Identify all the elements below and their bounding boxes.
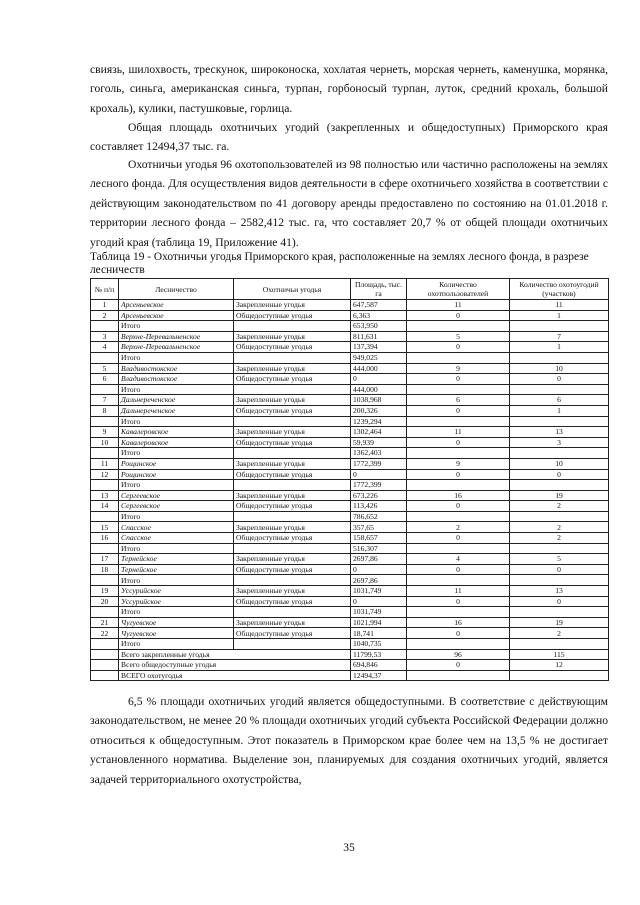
row-number: 13: [91, 490, 119, 501]
table-header-row: [91, 279, 609, 300]
row-number: 18: [91, 564, 119, 575]
plots-count: [510, 352, 609, 363]
subtotal-row: [91, 352, 609, 363]
users-count: [407, 321, 510, 332]
summary-row: [91, 670, 609, 681]
users-count: 9: [407, 363, 510, 374]
table-row: [91, 596, 609, 607]
plots-count: 5: [510, 554, 609, 565]
users-count: 0: [407, 405, 510, 416]
land-type: Закрепленные угодья: [234, 490, 351, 501]
plots-count: [510, 543, 609, 554]
table-row: [91, 374, 609, 385]
forestry-name: Арсеньевское: [119, 300, 234, 311]
land-type: Общедоступные угодья: [234, 628, 351, 639]
area-value: 1239,294: [351, 416, 407, 427]
area-value: 18,741: [351, 628, 407, 639]
users-count: 0: [407, 596, 510, 607]
users-count: 0: [407, 564, 510, 575]
row-number: 12: [91, 469, 119, 480]
area-value: 6,363: [351, 310, 407, 321]
land-type: Общедоступные угодья: [234, 342, 351, 353]
table-row: [91, 342, 609, 353]
plots-count: [510, 321, 609, 332]
area-value: 113,426: [351, 501, 407, 512]
forestry-name: Кавалеровское: [119, 427, 234, 438]
row-number: [91, 448, 119, 459]
plots-count: 1: [510, 342, 609, 353]
forestry-name: Спасское: [119, 533, 234, 544]
closing-paragraph: 6,5 % площади охотничьих угодий является общедоступными. В соответствие с действующим законодательством, не менее 20 % площади охотничьих угодий субъекта Российской Федерации должно относиться к общедоступным. Этот показатель в Приморском крае более чем на 13,5 % не достигает установленного норматива. Выделение зон, планируемых для создания охотничьих угодий, является задачей территориального охотустройства,: [90, 695, 608, 786]
area-value: 0: [351, 374, 407, 385]
row-number: 11: [91, 458, 119, 469]
row-number: [91, 352, 119, 363]
plots-count: [510, 575, 609, 586]
row-number: 14: [91, 501, 119, 512]
users-count: [407, 384, 510, 395]
users-count: 11: [407, 427, 510, 438]
land-type: Закрепленные угодья: [234, 363, 351, 374]
subtotal-label: Итого: [119, 384, 234, 395]
table-row: [91, 554, 609, 565]
area-value: 0: [351, 596, 407, 607]
row-number: 6: [91, 374, 119, 385]
subtotal-row: [91, 575, 609, 586]
land-type: Закрепленные угодья: [234, 522, 351, 533]
table-row: [91, 628, 609, 639]
users-count: 4: [407, 554, 510, 565]
area-value: 1362,403: [351, 448, 407, 459]
table-caption: Таблица 19 - Охотничьи угодья Приморского края, расположенные на землях лесного фонда, в разрезе лесничеств: [90, 251, 589, 276]
forestry-name: Дальнереченское: [119, 395, 234, 406]
plots-count: [510, 511, 609, 522]
forestry-name: Арсеньевское: [119, 310, 234, 321]
subtotal-row: [91, 321, 609, 332]
row-number: 21: [91, 617, 119, 628]
plots-count: [510, 448, 609, 459]
header-land-type: Охотничьи угодья: [234, 279, 351, 300]
users-count: 5: [407, 331, 510, 342]
area-paragraph: Общая площадь охотничьих угодий (закрепленных и общедоступных) Приморского края составляет 12494,37 тыс. га.: [90, 121, 608, 154]
plots-count: 6: [510, 395, 609, 406]
subtotal-label: Итого: [119, 352, 234, 363]
subtotal-row: [91, 607, 609, 618]
subtotal-row: [91, 448, 609, 459]
plots-count: 10: [510, 458, 609, 469]
area-value: 694,846: [351, 660, 407, 671]
users-count: 0: [407, 342, 510, 353]
forestry-name: Рощинское: [119, 458, 234, 469]
row-number: 19: [91, 586, 119, 597]
area-value: 0: [351, 469, 407, 480]
plots-count: 7: [510, 331, 609, 342]
header-users: Количество охотпользователей: [407, 279, 510, 300]
users-count: [407, 543, 510, 554]
table-row: [91, 363, 609, 374]
table-row: [91, 586, 609, 597]
area-value: 1772,399: [351, 480, 407, 491]
forestry-name: Тернейское: [119, 564, 234, 575]
land-type: [234, 321, 351, 332]
subtotal-label: Итого: [119, 639, 234, 650]
forestry-name: Уссурийское: [119, 586, 234, 597]
row-number: 7: [91, 395, 119, 406]
users-count: 96: [407, 649, 510, 660]
row-number: [91, 321, 119, 332]
plots-count: 2: [510, 533, 609, 544]
table-row: [91, 310, 609, 321]
users-count: 11: [407, 300, 510, 311]
row-number: 22: [91, 628, 119, 639]
plots-count: [510, 639, 609, 650]
users-count: 0: [407, 660, 510, 671]
forestry-name: Верхне-Перевальненское: [119, 342, 234, 353]
area-value: 200,326: [351, 405, 407, 416]
land-type: Закрепленные угодья: [234, 395, 351, 406]
land-type: [234, 352, 351, 363]
row-number: [91, 543, 119, 554]
subtotal-row: [91, 511, 609, 522]
users-count: 16: [407, 490, 510, 501]
land-type: [234, 384, 351, 395]
plots-count: 2: [510, 628, 609, 639]
plots-count: 13: [510, 427, 609, 438]
land-type: Общедоступные угодья: [234, 501, 351, 512]
header-num: № п/п: [91, 279, 119, 300]
area-value: 949,025: [351, 352, 407, 363]
plots-count: 3: [510, 437, 609, 448]
area-value: 11799,53: [351, 649, 407, 660]
row-number: [91, 416, 119, 427]
row-number: 15: [91, 522, 119, 533]
forestry-name: Владивостокское: [119, 363, 234, 374]
subtotal-row: [91, 416, 609, 427]
land-type: [234, 480, 351, 491]
subtotal-row: [91, 384, 609, 395]
table-body: [91, 300, 609, 681]
forestry-table: [90, 278, 609, 681]
users-count: 16: [407, 617, 510, 628]
users-count: [407, 607, 510, 618]
users-count: [407, 670, 510, 681]
users-count: 0: [407, 437, 510, 448]
row-number: [91, 639, 119, 650]
forestry-name: Верхне-Перевальненское: [119, 331, 234, 342]
row-number: [91, 670, 119, 681]
plots-count: 0: [510, 564, 609, 575]
subtotal-row: [91, 480, 609, 491]
plots-count: 115: [510, 649, 609, 660]
plots-count: 13: [510, 586, 609, 597]
subtotal-label: Итого: [119, 575, 234, 586]
forestry-name: Кавалеровское: [119, 437, 234, 448]
table-row: [91, 522, 609, 533]
row-number: 10: [91, 437, 119, 448]
row-number: 8: [91, 405, 119, 416]
row-number: 9: [91, 427, 119, 438]
forestry-name: Сергеевское: [119, 501, 234, 512]
area-value: 1031,749: [351, 607, 407, 618]
row-number: 3: [91, 331, 119, 342]
land-type: [234, 511, 351, 522]
users-count: 0: [407, 533, 510, 544]
land-type: Общедоступные угодья: [234, 533, 351, 544]
table-row: [91, 501, 609, 512]
row-number: 4: [91, 342, 119, 353]
subtotal-label: Итого: [119, 416, 234, 427]
area-value: 1302,464: [351, 427, 407, 438]
users-count: 0: [407, 374, 510, 385]
summary-label: Всего общедоступные угодья: [119, 660, 351, 671]
row-number: [91, 660, 119, 671]
header-forestry: Лесничество: [119, 279, 234, 300]
header-plots: Количество охотоугодий (участков): [510, 279, 609, 300]
plots-count: [510, 607, 609, 618]
forestry-name: Тернейское: [119, 554, 234, 565]
area-value: 2697,86: [351, 554, 407, 565]
plots-count: [510, 384, 609, 395]
area-value: 1040,735: [351, 639, 407, 650]
forestry-name: Дальнереченское: [119, 405, 234, 416]
area-value: 0: [351, 564, 407, 575]
plots-count: 19: [510, 617, 609, 628]
land-type: Общедоступные угодья: [234, 437, 351, 448]
summary-row: [91, 660, 609, 671]
row-number: [91, 480, 119, 491]
header-area: Площадь, тыс. га: [351, 279, 407, 300]
subtotal-label: Итого: [119, 543, 234, 554]
land-type: [234, 607, 351, 618]
subtotal-label: Итого: [119, 607, 234, 618]
forestry-name: Чугуевское: [119, 628, 234, 639]
area-value: 1021,994: [351, 617, 407, 628]
area-value: 1772,399: [351, 458, 407, 469]
users-count: [407, 575, 510, 586]
summary-label: ВСЕГО охотугодья: [119, 670, 351, 681]
table-row: [91, 490, 609, 501]
users-count: 0: [407, 310, 510, 321]
forest-paragraph: Охотничьи угодья 96 охотопользователей из 98 полностью или частично расположены на землях лесного фонда. Для осуществления видов деятельности в сфере охотничьего хозяйства в соответствии с действующим законодательством по 41 договору аренды предоставлено по состоянию на 01.01.2018 г. территории лесного фонда – 2582,412 тыс. га, что составляет 20,7 % от общей площади охотничьих угодий края (таблица 19, Приложение 41).: [90, 158, 608, 249]
plots-count: 0: [510, 469, 609, 480]
area-value: 1038,968: [351, 395, 407, 406]
table-row: [91, 458, 609, 469]
users-count: [407, 416, 510, 427]
page-number: 35: [343, 842, 355, 854]
plots-count: 10: [510, 363, 609, 374]
row-number: 2: [91, 310, 119, 321]
users-count: 2: [407, 522, 510, 533]
land-type: Закрепленные угодья: [234, 331, 351, 342]
table-row: [91, 437, 609, 448]
users-count: [407, 480, 510, 491]
row-number: 20: [91, 596, 119, 607]
intro-paragraph: свиязь, шилохвость, трескунок, широконоска, хохлатая чернеть, морская чернеть, каменушка, морянка, гоголь, синьга, американская синьга, турпан, горбоносый турпан, луток, средний крохаль, большой крохаль), кулики, пастушковые, горлица.: [90, 63, 608, 115]
area-value: 444,000: [351, 384, 407, 395]
subtotal-label: Итого: [119, 480, 234, 491]
plots-count: 12: [510, 660, 609, 671]
area-value: 653,950: [351, 321, 407, 332]
forestry-name: Чугуевское: [119, 617, 234, 628]
forestry-name: Рощинское: [119, 469, 234, 480]
land-type: Общедоступные угодья: [234, 596, 351, 607]
table-row: [91, 469, 609, 480]
users-count: 0: [407, 501, 510, 512]
subtotal-row: [91, 639, 609, 650]
forestry-name: Владивостокское: [119, 374, 234, 385]
row-number: [91, 649, 119, 660]
land-type: Общедоступные угодья: [234, 564, 351, 575]
table-row: [91, 300, 609, 311]
plots-count: 11: [510, 300, 609, 311]
table-row: [91, 564, 609, 575]
plots-count: 2: [510, 501, 609, 512]
land-type: Общедоступные угодья: [234, 405, 351, 416]
plots-count: 2: [510, 522, 609, 533]
table-row: [91, 331, 609, 342]
land-type: Закрепленные угодья: [234, 554, 351, 565]
area-value: 59,939: [351, 437, 407, 448]
row-number: [91, 384, 119, 395]
area-value: 647,587: [351, 300, 407, 311]
plots-count: [510, 416, 609, 427]
land-type: Общедоступные угодья: [234, 310, 351, 321]
land-type: [234, 416, 351, 427]
summary-label: Всего закрепленные угодья: [119, 649, 351, 660]
area-value: 811,631: [351, 331, 407, 342]
plots-count: 0: [510, 596, 609, 607]
area-value: 1031,749: [351, 586, 407, 597]
row-number: 5: [91, 363, 119, 374]
area-value: 12494,37: [351, 670, 407, 681]
table-row: [91, 405, 609, 416]
area-value: 516,307: [351, 543, 407, 554]
row-number: [91, 511, 119, 522]
plots-count: 19: [510, 490, 609, 501]
area-value: 444,000: [351, 363, 407, 374]
land-type: Закрепленные угодья: [234, 617, 351, 628]
plots-count: 0: [510, 374, 609, 385]
land-type: Закрепленные угодья: [234, 300, 351, 311]
plots-count: [510, 670, 609, 681]
users-count: [407, 448, 510, 459]
row-number: 16: [91, 533, 119, 544]
row-number: [91, 575, 119, 586]
subtotal-label: Итого: [119, 511, 234, 522]
summary-row: [91, 649, 609, 660]
area-value: 673,226: [351, 490, 407, 501]
subtotal-label: Итого: [119, 321, 234, 332]
plots-count: [510, 480, 609, 491]
users-count: [407, 511, 510, 522]
row-number: 17: [91, 554, 119, 565]
table-row: [91, 427, 609, 438]
plots-count: 1: [510, 310, 609, 321]
users-count: 0: [407, 469, 510, 480]
area-value: 137,394: [351, 342, 407, 353]
table-row: [91, 533, 609, 544]
land-type: Закрепленные угодья: [234, 586, 351, 597]
area-value: 158,657: [351, 533, 407, 544]
land-type: Закрепленные угодья: [234, 427, 351, 438]
plots-count: 1: [510, 405, 609, 416]
land-type: [234, 448, 351, 459]
area-value: 2697,86: [351, 575, 407, 586]
users-count: 0: [407, 628, 510, 639]
land-type: Общедоступные угодья: [234, 374, 351, 385]
users-count: 11: [407, 586, 510, 597]
subtotal-label: Итого: [119, 448, 234, 459]
area-value: 357,65: [351, 522, 407, 533]
users-count: 9: [407, 458, 510, 469]
land-type: [234, 543, 351, 554]
users-count: [407, 639, 510, 650]
users-count: [407, 352, 510, 363]
table-row: [91, 395, 609, 406]
table-row: [91, 617, 609, 628]
forestry-name: Уссурийское: [119, 596, 234, 607]
land-type: Общедоступные угодья: [234, 469, 351, 480]
subtotal-row: [91, 543, 609, 554]
forestry-name: Спасское: [119, 522, 234, 533]
users-count: 6: [407, 395, 510, 406]
row-number: 1: [91, 300, 119, 311]
area-value: 786,652: [351, 511, 407, 522]
land-type: [234, 575, 351, 586]
forestry-name: Сергеевское: [119, 490, 234, 501]
row-number: [91, 607, 119, 618]
land-type: [234, 639, 351, 650]
land-type: Закрепленные угодья: [234, 458, 351, 469]
